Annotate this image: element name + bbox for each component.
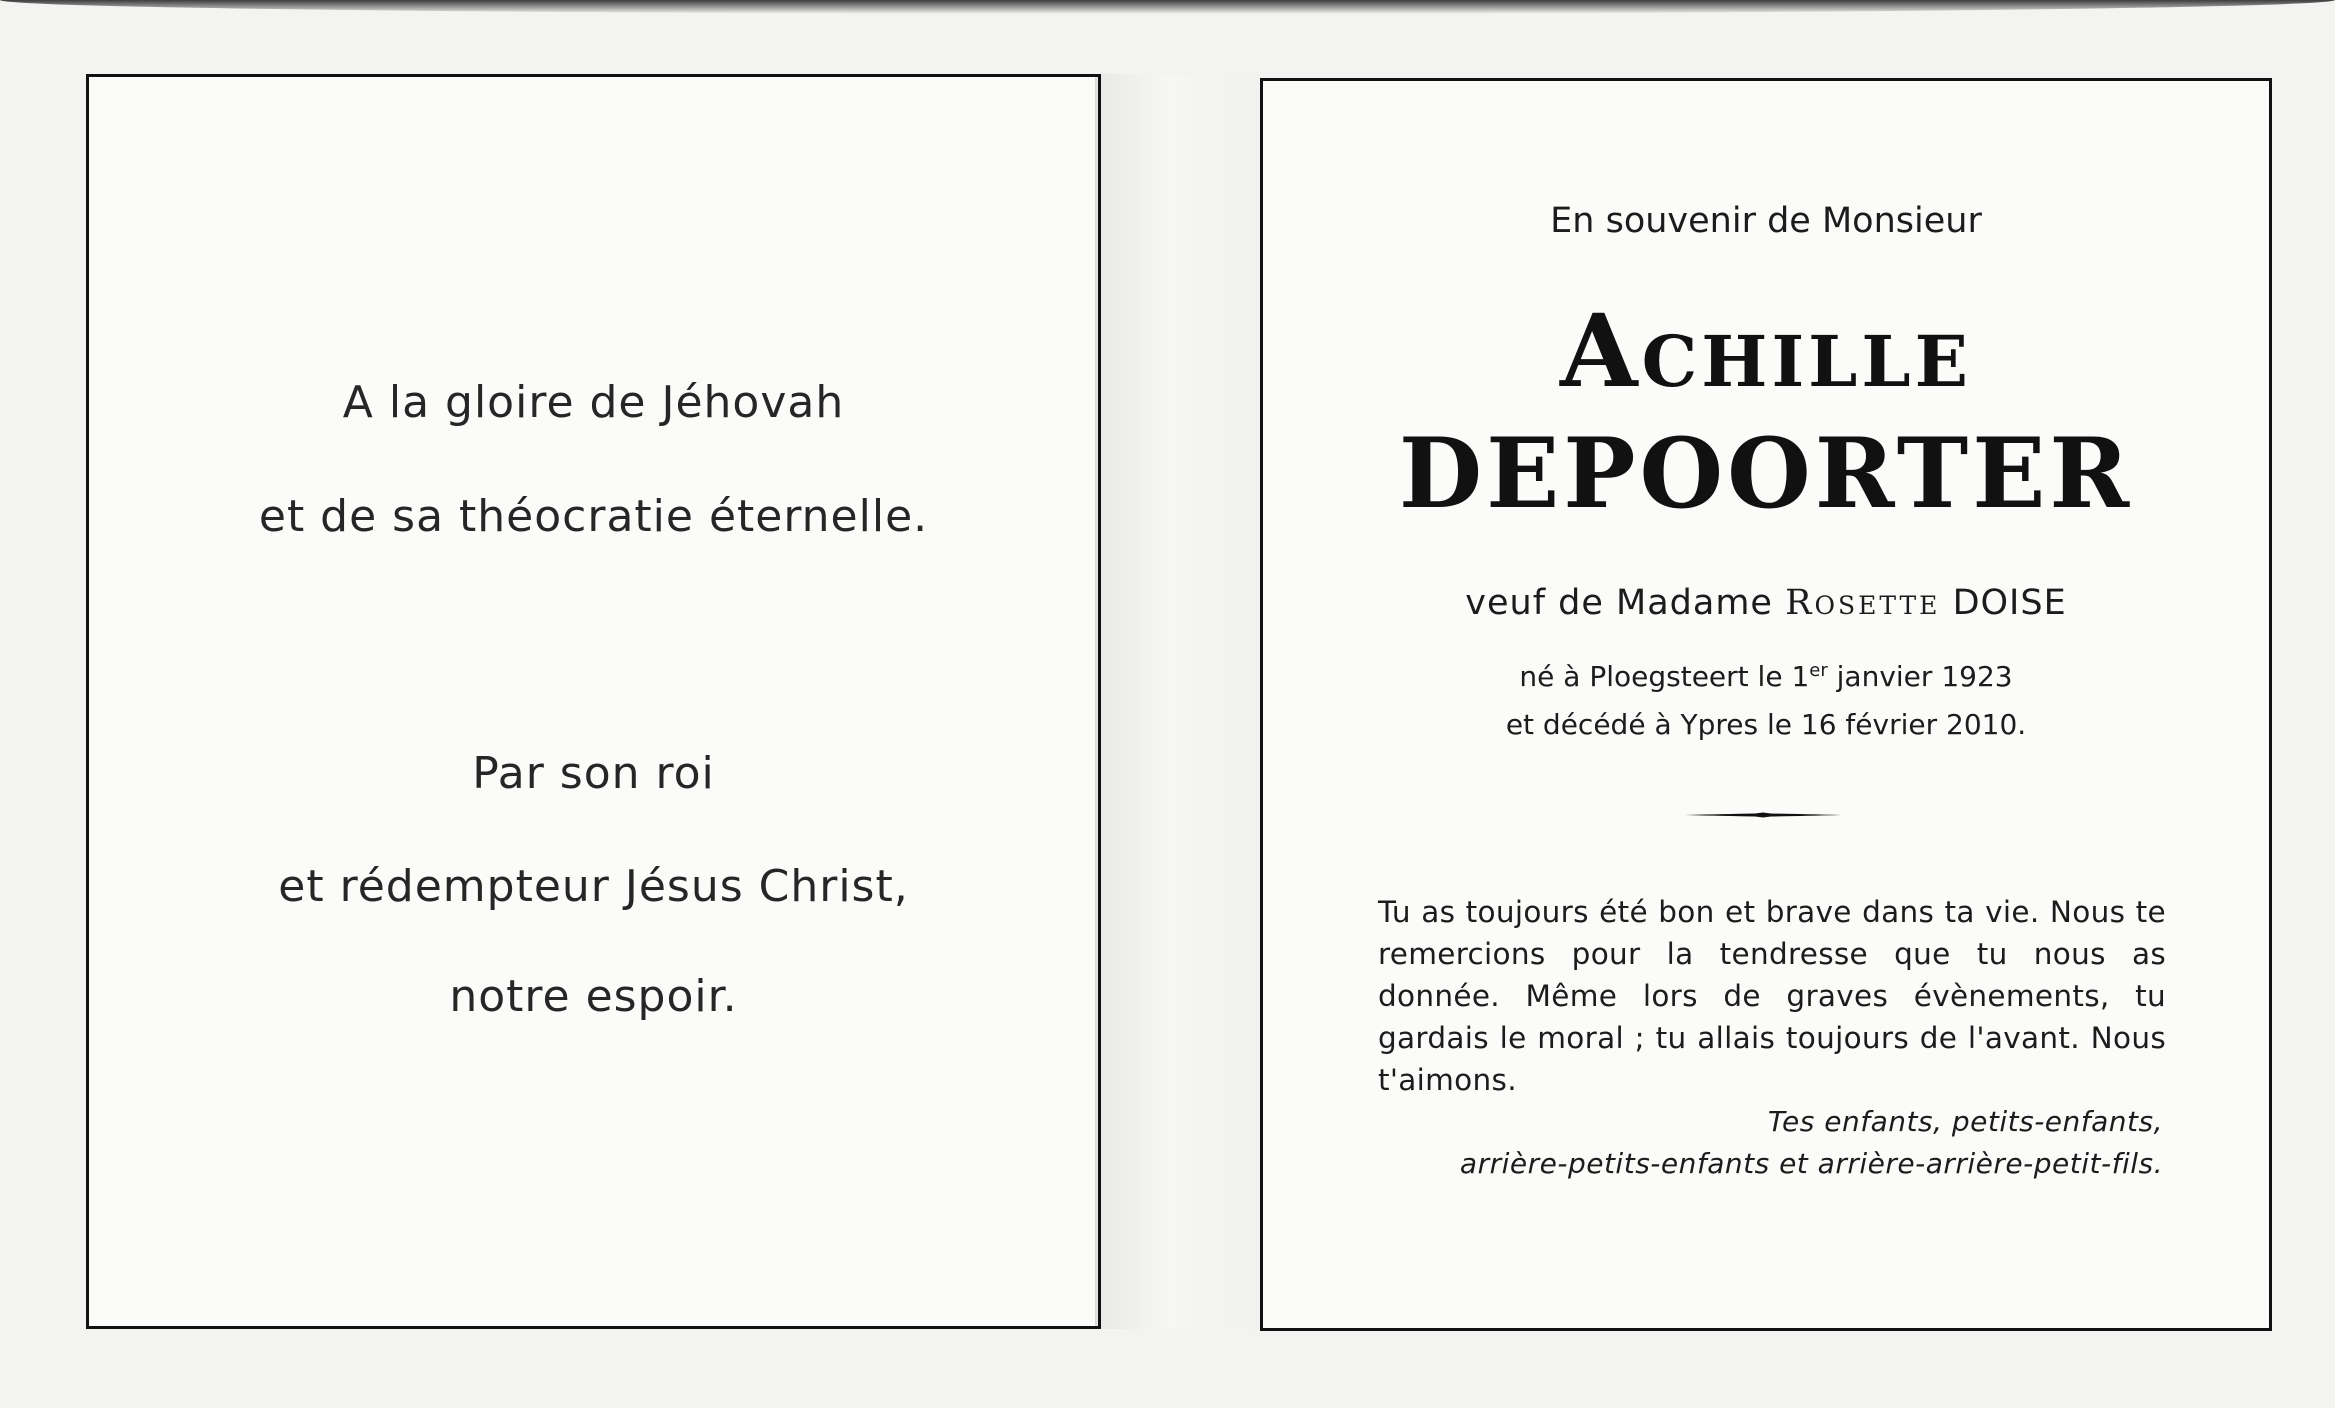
tribute-message: Tu as toujours été bon et brave dans ta vie. Nous te remercions pour la tendresse que tu nous as donnée. Même lors de graves évènements, tu gardais le moral ; tu allais toujours de l'avant. Nous t'aimons. <box>1378 895 2166 1097</box>
verse-line-4: et rédempteur Jésus Christ, <box>278 861 909 912</box>
verse-line-1: A la gloire de Jéhovah <box>342 377 845 428</box>
deceased-first-name: Achille <box>1560 292 1972 410</box>
birth-ordinal: er <box>1809 660 1828 681</box>
signature-block <box>1460 1101 2163 1185</box>
right-page <box>1260 78 2272 1331</box>
verse-line-5: notre espoir. <box>449 971 738 1022</box>
verse-line-2: et de sa théocratie éternelle. <box>258 491 929 542</box>
spine-shadow <box>0 0 2335 14</box>
spouse-line <box>1263 583 2269 623</box>
verse-line-3: Par son roi <box>472 748 715 799</box>
ornament-divider <box>1685 812 1841 818</box>
spouse-last-name: DOISE <box>1952 583 2067 623</box>
page-fold <box>1101 74 1260 1329</box>
birth-suffix: janvier 1923 <box>1827 660 2013 693</box>
signature-line-1: Tes enfants, petits-enfants, <box>1767 1105 2163 1138</box>
memorial-intro: En souvenir de Monsieur <box>1550 201 1982 241</box>
birth-line <box>1263 653 2269 701</box>
spouse-prefix: veuf de Madame <box>1465 583 1773 623</box>
left-page <box>86 74 1101 1329</box>
death-line: et décédé à Ypres le 16 février 2010. <box>1505 708 2027 741</box>
birth-prefix: né à Ploegsteert le 1 <box>1519 660 1810 693</box>
deceased-last-name: DEPOORTER <box>1398 417 2134 530</box>
spouse-first-name: Rosette <box>1785 583 1941 623</box>
signature-line-2: arrière-petits-enfants et arrière-arrière-petit-fils. <box>1459 1147 2163 1180</box>
life-dates <box>1263 653 2269 749</box>
